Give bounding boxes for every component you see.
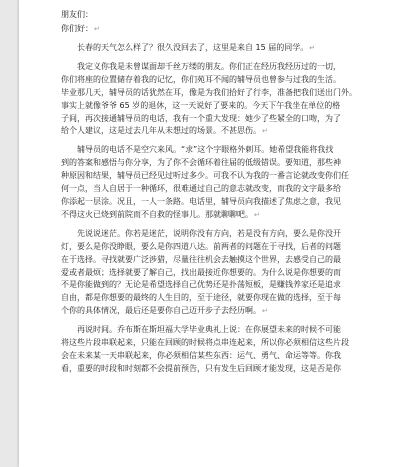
paragraph-1: [61, 42, 387, 55]
paragraph-line: 辅导员的电话不是空穴来风。“求”这个字眼格外刺耳。她希望我能将我找: [77, 145, 334, 155]
document-page: [19, 0, 400, 467]
paragraph-line: 毕业那几天，辅导员的话犹然在耳，像是为我们拾好了行李，准备把我们送出门外。: [61, 87, 357, 97]
paragraph-line: 种原因和结果，辅导员已经见过听过多少。可我不认为我的一番言论就改变你们任: [61, 171, 349, 181]
paragraph-5: [61, 324, 387, 376]
paragraph-line: 子间，再次接通辅导员的电话，我有一个重大发现：她少了些紧全的口吻，为了: [61, 113, 341, 123]
paragraph-line: 爱或者最烦；选择就要了解自己，找出最接近你想要的。为什么说是你想要的而: [61, 267, 341, 277]
paragraph-line: 再说时间。乔布斯在斯坦福大学毕业典礼上说：在你展望未来的时候不可能: [77, 325, 341, 335]
paragraph-line: 自由，都是你想要的最终的人生目的，至于途径，就要你现在做的选择，至于每: [61, 293, 341, 303]
paragraph-line: 何一点，当人自居于一种循环，很难通过自己的意志就改变，而我的文字最多给: [61, 184, 341, 194]
paragraph-line: 你添起一层涂。况且，一人一条路。电话里，辅导员向我描述了焦虑之意，我见: [61, 196, 341, 206]
paragraph-line: 看，重要的时段和时刻都不会提前预告，只有发生后回顾才能发现，这是否是你: [61, 363, 341, 373]
paragraph-2: [61, 61, 387, 138]
paragraph-line: 灯，要么是你没睁眼，要么是你四道八达。前两者的问题在于寻找，后者的问题: [61, 241, 341, 251]
paragraph-line: 我定义你我是未曾谋面却千丝万缕的朋友。你们正在经历我经历过的一切，: [77, 61, 341, 71]
paragraph-line: 个你的具体情况，最后还是要你自己迈开步子去经历啊。↵: [61, 306, 268, 316]
paragraph-mark-icon: ↵: [94, 25, 100, 33]
paragraph-mark-icon: ↵: [309, 44, 316, 52]
paragraph-line: 将这些片段串联起来，只能在回顾的时候将点串连起来，所以你必须相信这些片段: [61, 338, 349, 348]
paragraph-line: 会在未来某一天串联起来，你必须相信某些东西：运气、勇气、命运等等。你我: [61, 350, 341, 360]
salutation-line-1: 朋友们：: [61, 10, 93, 19]
paragraph-line: 在于选择。寻找就要广泛涉猎，尽量往往机会去触摸这个世界，去感受自己的最: [61, 254, 341, 264]
paragraph-3: [61, 144, 387, 221]
paragraph-mark-icon: ↵: [254, 210, 260, 219]
paragraph-line: 不是你能做到的？无论是希望选择自己优势还是扑荡短板，是赚钱养家还是追求: [61, 280, 341, 290]
document-body: [61, 8, 387, 376]
paragraph-line: 事实上就像爷爷 65 岁的退休，这一天说好了要来的。今天下午我坐在单位的格: [61, 100, 341, 110]
paragraph-line: 你们将座的位置储存着我的记忆，你们苑耳不闻的辅导员也曾参与过我的生活。: [61, 74, 341, 84]
paragraph-line: 不得这火已烧到前院而不自救的怪事儿。那就聊聊吧。↵: [61, 209, 260, 219]
paragraph-line: 给个人建议，这是过去几年从未想过的场景。不甚思伤。↵: [61, 126, 268, 136]
paragraph-4: [61, 228, 387, 318]
salutation-line-2: 你们好：↵: [61, 24, 100, 33]
paragraph-line: 长春的天气怎么样了？很久没回去了，这里是来自 15 届的同学。↵: [77, 43, 316, 52]
paragraph-mark-icon: ↵: [262, 127, 268, 136]
paragraph-line: 到的答案和感悟与你分享，为了你不会循环着往届的低级错误。要知道，那些神: [61, 158, 341, 168]
paragraph-mark-icon: ↵: [262, 307, 268, 316]
paragraph-line: 先说说迷茫。你若是迷茫，说明你没有方向，若是没有方向，要么是你没开: [77, 228, 341, 238]
